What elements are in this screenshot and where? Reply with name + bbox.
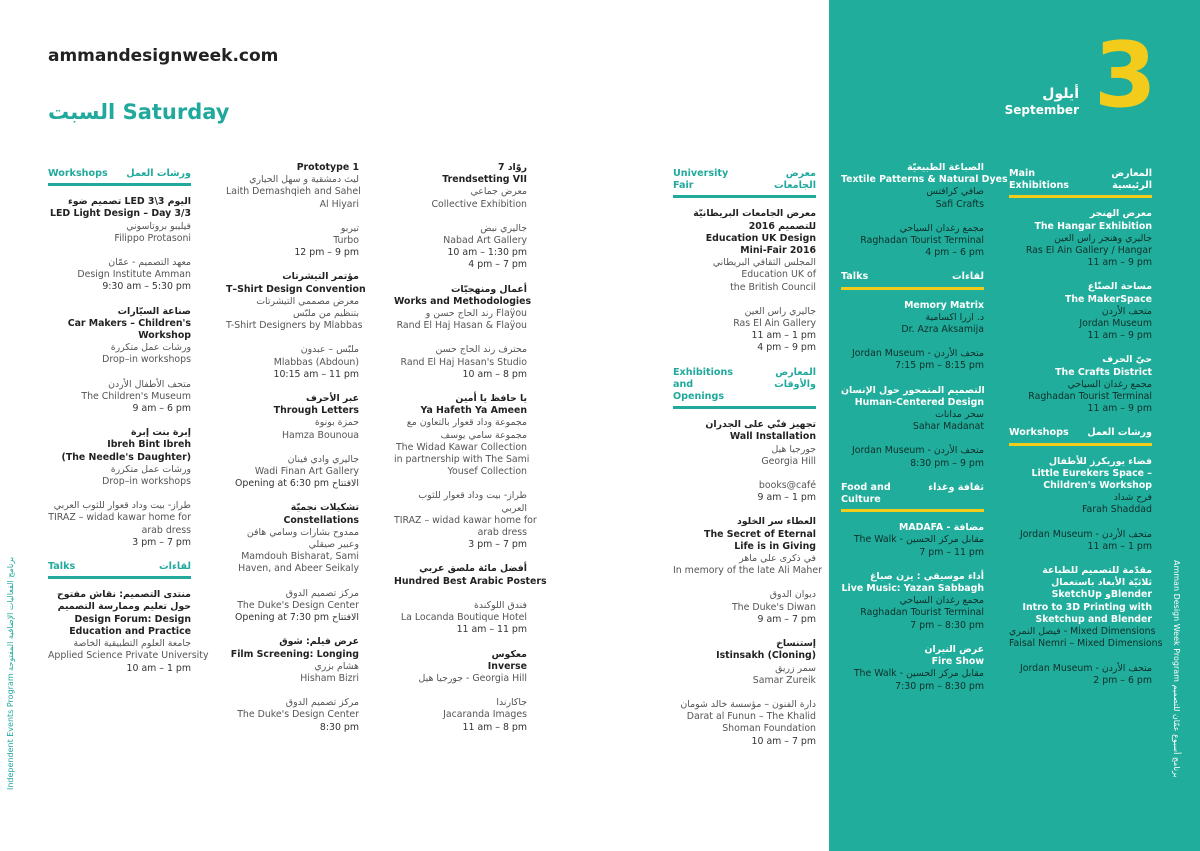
event-detail: صافي كرافتس — [926, 186, 984, 198]
section-title-ar: لقاءات — [952, 271, 984, 283]
event-entry — [673, 516, 822, 577]
event-entry — [673, 699, 816, 748]
event-detail: Ras El Ain Gallery — [733, 318, 816, 330]
section-header — [1009, 168, 1152, 198]
event-title: معرض الجامعات البريطانيّة — [693, 208, 816, 220]
event-title: منتدى التصميم: نقاش مفتوح — [56, 589, 191, 601]
event-detail: طراز- بيت وداد قعوار للثوب — [418, 490, 527, 502]
page-title: السبت Saturday — [48, 100, 230, 124]
event-title: معرض الهنجر — [1089, 208, 1152, 220]
event-time: 2 pm – 6 pm — [1093, 674, 1152, 686]
event-detail: فندق اللوكندة — [473, 599, 527, 611]
event-entry — [1009, 529, 1152, 553]
event-title: إستنساخ — [776, 638, 816, 650]
section-header — [48, 561, 191, 579]
event-title: The MakerSpace — [1064, 293, 1152, 305]
event-detail: مجموعة وداد قعوار بالتعاون مع — [406, 417, 527, 429]
teal-panel — [829, 0, 1200, 851]
event-title: العطاء سر الخلود — [736, 516, 816, 528]
event-entry — [673, 589, 816, 626]
event-time: 8:30 pm — [319, 721, 359, 733]
event-time: Opening at 7:30 pm الافتتاح — [234, 612, 359, 624]
event-title: روّاد 7 — [497, 162, 527, 173]
event-title: Hundred Best Arabic Posters — [394, 575, 547, 587]
event-entry — [673, 208, 816, 293]
section-title-ar: معرض الجامعات — [773, 168, 816, 192]
event-title: تشكيلات نجميّة — [290, 502, 359, 514]
event-entry — [394, 283, 532, 333]
event-time: 7:30 pm – 8:30 pm — [895, 680, 984, 692]
section-header — [841, 482, 984, 512]
event-entry — [394, 393, 530, 478]
event-title: Works and Methodologies — [394, 295, 532, 307]
event-entry — [1009, 663, 1152, 687]
event-title: Wall Installation — [729, 431, 816, 443]
event-title: Inverse — [487, 660, 527, 672]
event-detail: arab dress — [477, 527, 527, 539]
event-detail: Ras El Ain Gallery / Hangar — [1025, 245, 1152, 257]
event-detail: ورشات عمل متكررة — [110, 342, 191, 354]
event-entry — [48, 589, 209, 674]
event-detail: Collective Exhibition — [431, 198, 527, 210]
event-title: The Crafts District — [1055, 366, 1152, 378]
event-detail: معهد التصميم - عمّان — [108, 257, 191, 269]
event-title: Film Screening: Longing — [230, 648, 359, 660]
event-detail: The Duke's Diwan — [731, 601, 816, 613]
event-detail: Wadi Finan Art Gallery — [254, 466, 359, 478]
event-title: Live Music: Yazan Sabbagh — [841, 583, 984, 595]
event-entry — [394, 697, 527, 734]
event-detail: مجمع رغدان السياحي — [899, 595, 984, 607]
event-detail: T-Shirt Designers by Mlabbas — [226, 320, 363, 332]
event-detail: العربي — [501, 502, 527, 514]
event-detail: فيليبو بروتاسوني — [126, 220, 191, 232]
event-entry — [48, 500, 191, 549]
program-column — [48, 162, 209, 687]
event-detail: Faisal Nemri – Mixed Dimensions — [1009, 638, 1163, 650]
section-header — [48, 168, 191, 186]
event-detail: Safi Crafts — [935, 198, 984, 210]
event-detail: Dr. Azra Aksamija — [901, 324, 984, 336]
event-detail: Sahar Madanat — [912, 421, 984, 433]
event-detail: The Duke's Design Center — [237, 709, 359, 721]
event-title: مساحة الصنّاع — [1087, 281, 1152, 293]
side-text-right: Amman Design Week Program برنامج أسبوع عمّان للتصميم — [1172, 560, 1181, 778]
section-header — [1009, 427, 1152, 445]
event-detail: جاليري وادي فينان — [287, 453, 359, 465]
section-header — [673, 367, 816, 410]
section-title-en: Talks — [48, 561, 76, 573]
event-entry — [394, 649, 527, 686]
event-title: إبرة بنت إبرة — [131, 427, 191, 439]
event-detail: رند الحاج حسن و Flaÿou — [425, 308, 527, 320]
event-title: تصميم ضوء LED اليوم 3\3 — [68, 196, 191, 208]
event-title: T–Shirt Design Convention — [226, 283, 366, 295]
event-title: أعمال ومنهجيّات — [451, 283, 527, 295]
event-title: Mini-Fair 2016 — [740, 245, 816, 257]
event-entry — [226, 502, 359, 575]
event-title: LED Light Design – Day 3/3 — [50, 208, 191, 220]
event-title: عبر الأحرف — [306, 393, 359, 405]
event-title: MADAFA - مضافة — [898, 522, 984, 534]
section-title-en: University Fair — [673, 168, 729, 192]
event-title: Fire Show — [931, 656, 984, 668]
event-entry — [226, 636, 359, 685]
event-detail: Design Institute Amman — [77, 269, 191, 281]
event-detail: Yousef Collection — [447, 466, 527, 478]
event-detail: Hamza Bounoua — [281, 429, 359, 441]
event-detail: فرح شداد — [1113, 492, 1152, 504]
section-header — [673, 168, 816, 198]
event-detail: مجمع رغدان السياحي — [1067, 378, 1152, 390]
event-detail: Jordan Museum - متحف الأردن — [1019, 528, 1152, 540]
event-detail: هشام بزري — [314, 660, 359, 672]
event-entry — [841, 348, 984, 372]
event-detail: Jordan Museum - متحف الأردن — [1019, 662, 1152, 674]
event-detail: Raghadan Tourist Terminal — [860, 235, 984, 247]
event-title: Children's Workshop — [1043, 480, 1152, 492]
section-title-en: Food and Culture — [841, 481, 891, 506]
event-entry — [226, 162, 359, 211]
section-title-ar: ورشات العمل — [1087, 427, 1152, 439]
event-detail: سمر زريق — [775, 662, 816, 674]
event-detail: Jordan Museum — [1079, 318, 1152, 330]
event-entry — [841, 385, 984, 434]
event-detail: جاليري راس العين — [744, 305, 816, 317]
section-title-ar: المعارض والأوقات — [774, 366, 816, 390]
event-entry — [673, 419, 816, 468]
event-detail: ملبّس – عبدون — [300, 344, 359, 356]
event-detail: Rand El Haj Hasan & Flaÿou — [396, 320, 527, 332]
event-time: 8:30 pm – 9 pm — [910, 457, 984, 469]
event-detail: جورجيا هيل - Georgia Hill — [418, 672, 527, 684]
event-detail: ليث دمشقية و سهل الحياري — [249, 174, 359, 186]
event-detail: Rand El Haj Hasan's Studio — [400, 356, 527, 368]
event-title: Design Forum: Design — [74, 613, 191, 625]
event-title: Textile Patterns & Natural Dyes — [841, 174, 1008, 186]
event-detail: Jordan Museum - متحف الأردن — [851, 348, 984, 360]
event-entry — [841, 445, 984, 469]
event-detail: Hisham Bizri — [300, 672, 359, 684]
event-detail: Mlabbas (Abdoun) — [273, 356, 359, 368]
event-detail: Georgia Hill — [761, 455, 816, 467]
event-time: 4 pm – 9 pm — [757, 342, 816, 354]
program-column — [673, 162, 822, 760]
event-title: التصميم المتمحور حول الإنسان — [841, 384, 985, 396]
event-entry — [841, 223, 984, 260]
event-entry — [673, 306, 816, 355]
site-url[interactable]: ammandesignweek.com — [48, 46, 279, 66]
event-detail: د. ازرا اكسامية — [925, 311, 984, 323]
event-title: (The Needle's Daughter) — [61, 451, 191, 463]
program-column — [226, 162, 366, 746]
event-time: 11 am – 8 pm — [462, 721, 527, 733]
event-entry — [1009, 208, 1152, 269]
event-entry — [226, 393, 359, 442]
event-detail: مركز تصميم الدوق — [285, 587, 359, 599]
program-column — [841, 162, 1008, 705]
event-detail: Jordan Museum - متحف الأردن — [851, 445, 984, 457]
event-entry — [394, 490, 537, 551]
event-title: Istinsakh (Cloning) — [716, 650, 816, 662]
event-title: SketchUp وBlender — [1051, 589, 1152, 601]
event-title: الصباغة الطبيعيّة — [907, 162, 984, 173]
event-entry — [841, 571, 984, 632]
event-title: Memory Matrix — [904, 299, 984, 311]
event-title: The Hangar Exhibition — [1034, 220, 1152, 232]
event-detail: في ذكرى علي ماهر — [739, 553, 816, 565]
event-entry — [226, 344, 359, 381]
event-detail: طراز- بيت وداد قعوار للثوب العربي — [53, 500, 191, 512]
event-entry — [48, 379, 191, 416]
event-detail: متحف الأطفال الأردن — [108, 378, 191, 390]
event-title: Sketchup and Blender — [1035, 613, 1152, 625]
event-detail: TIRAZ – widad kawar home for — [48, 512, 191, 524]
event-time: 9 am – 1 pm — [757, 492, 816, 504]
event-detail: Education UK of — [741, 269, 816, 281]
event-entry — [1009, 281, 1152, 342]
event-title: Through Letters — [273, 405, 359, 417]
section-title-ar: ثقافة وغذاء — [928, 481, 984, 493]
event-entry — [673, 638, 816, 687]
event-title: مؤتمر التيشرتات — [282, 271, 359, 283]
event-time: 4 pm – 7 pm — [468, 259, 527, 271]
event-title: Life is in Giving — [734, 540, 816, 552]
section-title-ar: ورشات العمل — [126, 168, 191, 179]
event-time: 9:30 am – 5:30 pm — [102, 281, 191, 293]
event-detail: سحر مدانات — [935, 409, 984, 421]
event-detail: Raghadan Tourist Terminal — [860, 607, 984, 619]
event-detail: Al Hiyari — [319, 198, 359, 210]
event-title: The Secret of Eternal — [704, 528, 816, 540]
event-detail: The Duke's Design Center — [237, 599, 359, 611]
event-title: للتصميم 2016 — [748, 220, 816, 232]
event-title: Ya Hafeth Ya Ameen — [420, 405, 527, 417]
event-detail: Drop–in workshops — [102, 354, 191, 366]
date-number: 3 — [1094, 23, 1157, 128]
date-month — [989, 86, 1079, 118]
event-entry — [394, 563, 547, 587]
event-detail: محترف رند الحاج حسن — [435, 344, 527, 356]
event-detail: Jacaranda Images — [443, 709, 527, 721]
program-column — [394, 162, 547, 746]
event-detail: TIRAZ – widad kawar home for — [394, 514, 537, 526]
event-time: 4 pm – 6 pm — [925, 247, 984, 259]
program-column — [1009, 162, 1163, 699]
event-detail: المجلس الثقافي البريطاني — [712, 257, 816, 269]
section-title-ar: المعارض الرئيسية — [1111, 168, 1152, 192]
event-time: 11 am – 1 pm — [1087, 540, 1152, 552]
event-time: 11 am – 11 pm — [456, 624, 527, 636]
event-time: 11 am – 9 pm — [1087, 403, 1152, 415]
event-time: 11 am – 9 pm — [1087, 330, 1152, 342]
event-title: Human-Centered Design — [854, 396, 984, 408]
event-title: Constellations — [283, 514, 359, 526]
event-entry — [226, 271, 366, 332]
event-detail: ديوان الدوق — [769, 589, 816, 601]
event-title: Ibreh Bint Ibreh — [107, 439, 191, 451]
event-detail: The Widad Kawar Collection — [395, 441, 527, 453]
event-detail: books@café — [758, 480, 816, 492]
event-entry — [841, 644, 984, 693]
event-detail: تيربو — [340, 222, 359, 234]
event-detail: in partnership with The Sami — [394, 454, 530, 466]
event-title: Little Eurekers Space – — [1031, 467, 1152, 479]
event-detail: ورشات عمل متكررة — [110, 463, 191, 475]
event-title: حيّ الحرف — [1102, 354, 1152, 366]
event-time: 3 pm – 7 pm — [468, 539, 527, 551]
event-time: 10 am – 1 pm — [126, 662, 191, 674]
event-time: 10:15 am – 11 pm — [273, 368, 359, 380]
event-title: تجهيز فنّي على الجدران — [705, 419, 816, 431]
event-detail: جورجيا هيل — [771, 443, 816, 455]
event-title: فضاء يوريكرز للأطفال — [1048, 455, 1152, 467]
event-detail: حمزة بونوة — [314, 417, 359, 429]
event-title: أفضل مائة ملصق عربي — [419, 563, 527, 575]
event-entry — [1009, 565, 1163, 650]
event-entry — [1009, 354, 1152, 415]
event-time: 10 am – 8 pm — [462, 368, 527, 380]
event-entry — [673, 480, 816, 504]
event-entry — [226, 223, 359, 260]
event-detail: جاكارندا — [496, 697, 527, 709]
event-detail: ممدوح بشارات وسامي هافن — [246, 526, 359, 538]
section-title-en: Talks — [841, 271, 869, 283]
event-time: 11 am – 1 pm — [751, 330, 816, 342]
event-title: صناعة السيّارات — [117, 305, 191, 317]
event-title: عرض فيلم: شوق — [279, 636, 359, 648]
event-title: Intro to 3D Printing with — [1022, 601, 1152, 613]
event-detail: Shoman Foundation — [722, 723, 816, 735]
event-detail: La Locanda Boutique Hotel — [400, 612, 527, 624]
event-title: Education UK Design — [705, 232, 816, 244]
event-detail: جامعة العلوم التطبيقية الخاصة — [73, 638, 191, 650]
event-detail: مجموعة سامي يوسف — [440, 429, 527, 441]
event-time: 7:15 pm – 8:15 pm — [895, 360, 984, 372]
event-time: 10 am – 7 pm — [751, 735, 816, 747]
event-detail: Darat al Funun – The Khalid — [686, 711, 816, 723]
month-arabic: أيلول — [1042, 86, 1079, 102]
event-title: أداء موسيقي : يزن صباغ — [870, 570, 984, 582]
side-text-left: Independent Events Program برنامج الفعاليات الإضافية المفتوحة — [6, 556, 15, 790]
event-entry — [48, 257, 191, 294]
event-detail: Turbo — [333, 235, 359, 247]
event-time: 7 pm – 8:30 pm — [910, 619, 984, 631]
event-detail: وعبير صيقلي — [308, 539, 359, 551]
event-title: Trendsetting VII — [442, 174, 527, 186]
section-header — [841, 271, 984, 289]
event-detail: Mamdouh Bisharat, Sami — [241, 551, 359, 563]
event-detail: بتنظيم من ملبّس — [292, 308, 359, 320]
event-entry — [841, 162, 1008, 211]
event-detail: مجمع رغدان السياحي — [899, 222, 984, 234]
event-time: 9 am – 7 pm — [757, 613, 816, 625]
event-entry — [394, 162, 527, 211]
event-title: يا حافظ يا أمين — [455, 393, 527, 405]
event-entry — [394, 223, 527, 272]
event-time: 10 am – 1:30 pm — [447, 247, 527, 259]
event-title: Prototype 1 — [296, 162, 359, 173]
section-title-en: Workshops — [48, 168, 108, 179]
event-detail: The Walk - مقابل مركز الحسين — [853, 668, 984, 680]
event-time: 7 pm – 11 pm — [919, 546, 984, 558]
month-english: September — [1004, 103, 1079, 117]
event-detail: Laith Demashqieh and Sahel — [226, 186, 361, 198]
event-title: حول تعليم وممارسة التصميم — [57, 601, 191, 613]
event-detail: the British Council — [730, 281, 816, 293]
event-entry — [226, 454, 359, 491]
event-title: مقدّمة للتصميم للطباعة — [1042, 565, 1152, 577]
event-title: Education and Practice — [69, 625, 191, 637]
event-entry — [841, 300, 984, 337]
event-detail: In memory of the late Ali Maher — [673, 565, 822, 577]
section-title-en: Main Exhibitions — [1009, 168, 1070, 192]
event-time: Opening at 6:30 pm الافتتاح — [234, 478, 359, 490]
event-entry — [394, 344, 527, 381]
event-detail: معرض مصممي التيشرتات — [256, 295, 359, 307]
event-entry — [226, 697, 359, 734]
event-detail: Raghadan Tourist Terminal — [1028, 391, 1152, 403]
event-detail: Farah Shaddad — [1081, 504, 1152, 516]
event-detail: دارة الفنون – مؤسسة خالد شومان — [680, 698, 816, 710]
event-entry — [841, 522, 984, 559]
event-detail: Samar Zureik — [752, 674, 816, 686]
section-title-en: Workshops — [1009, 427, 1069, 439]
event-time: 12 pm – 9 pm — [294, 247, 359, 259]
event-title: معكوس — [491, 648, 527, 660]
event-detail: The Walk - مقابل مركز الحسين — [853, 534, 984, 546]
event-detail: Nabad Art Gallery — [443, 235, 527, 247]
event-detail: The Children's Museum — [81, 390, 191, 402]
event-entry — [48, 427, 191, 488]
event-time: 9 am – 6 pm — [132, 403, 191, 415]
event-title: عرض النيران — [924, 643, 984, 655]
event-title: ثلاثيّة الأبعاد باستعمال — [1051, 577, 1152, 589]
event-title: Car Makers – Children's — [67, 317, 191, 329]
event-detail: Filippo Protasoni — [114, 232, 191, 244]
event-entry — [226, 588, 359, 625]
event-detail: Applied Science Private University — [48, 650, 209, 662]
event-detail: arab dress — [141, 524, 191, 536]
section-title-ar: لقاءات — [159, 561, 191, 573]
event-entry — [394, 600, 527, 637]
event-detail: Haven, and Abeer Seikaly — [238, 563, 359, 575]
event-detail: فيصل النمري - Mixed Dimensions — [1009, 626, 1156, 638]
event-entry — [1009, 456, 1152, 517]
event-entry — [48, 306, 191, 367]
event-entry — [48, 196, 191, 245]
event-time: 11 am – 9 pm — [1087, 257, 1152, 269]
event-time: 3 pm – 7 pm — [132, 536, 191, 548]
event-detail: Drop–in workshops — [102, 476, 191, 488]
event-detail: متحف الأردن — [1101, 305, 1152, 317]
event-detail: جاليري نبض — [480, 222, 527, 234]
event-detail: مركز تصميم الدوق — [285, 697, 359, 709]
event-title: Workshop — [138, 330, 191, 342]
section-title-en: Exhibitions and Openings — [673, 366, 734, 403]
event-detail: معرض جماعي — [470, 186, 527, 198]
event-detail: جاليري وهنجر راس العين — [1054, 232, 1152, 244]
